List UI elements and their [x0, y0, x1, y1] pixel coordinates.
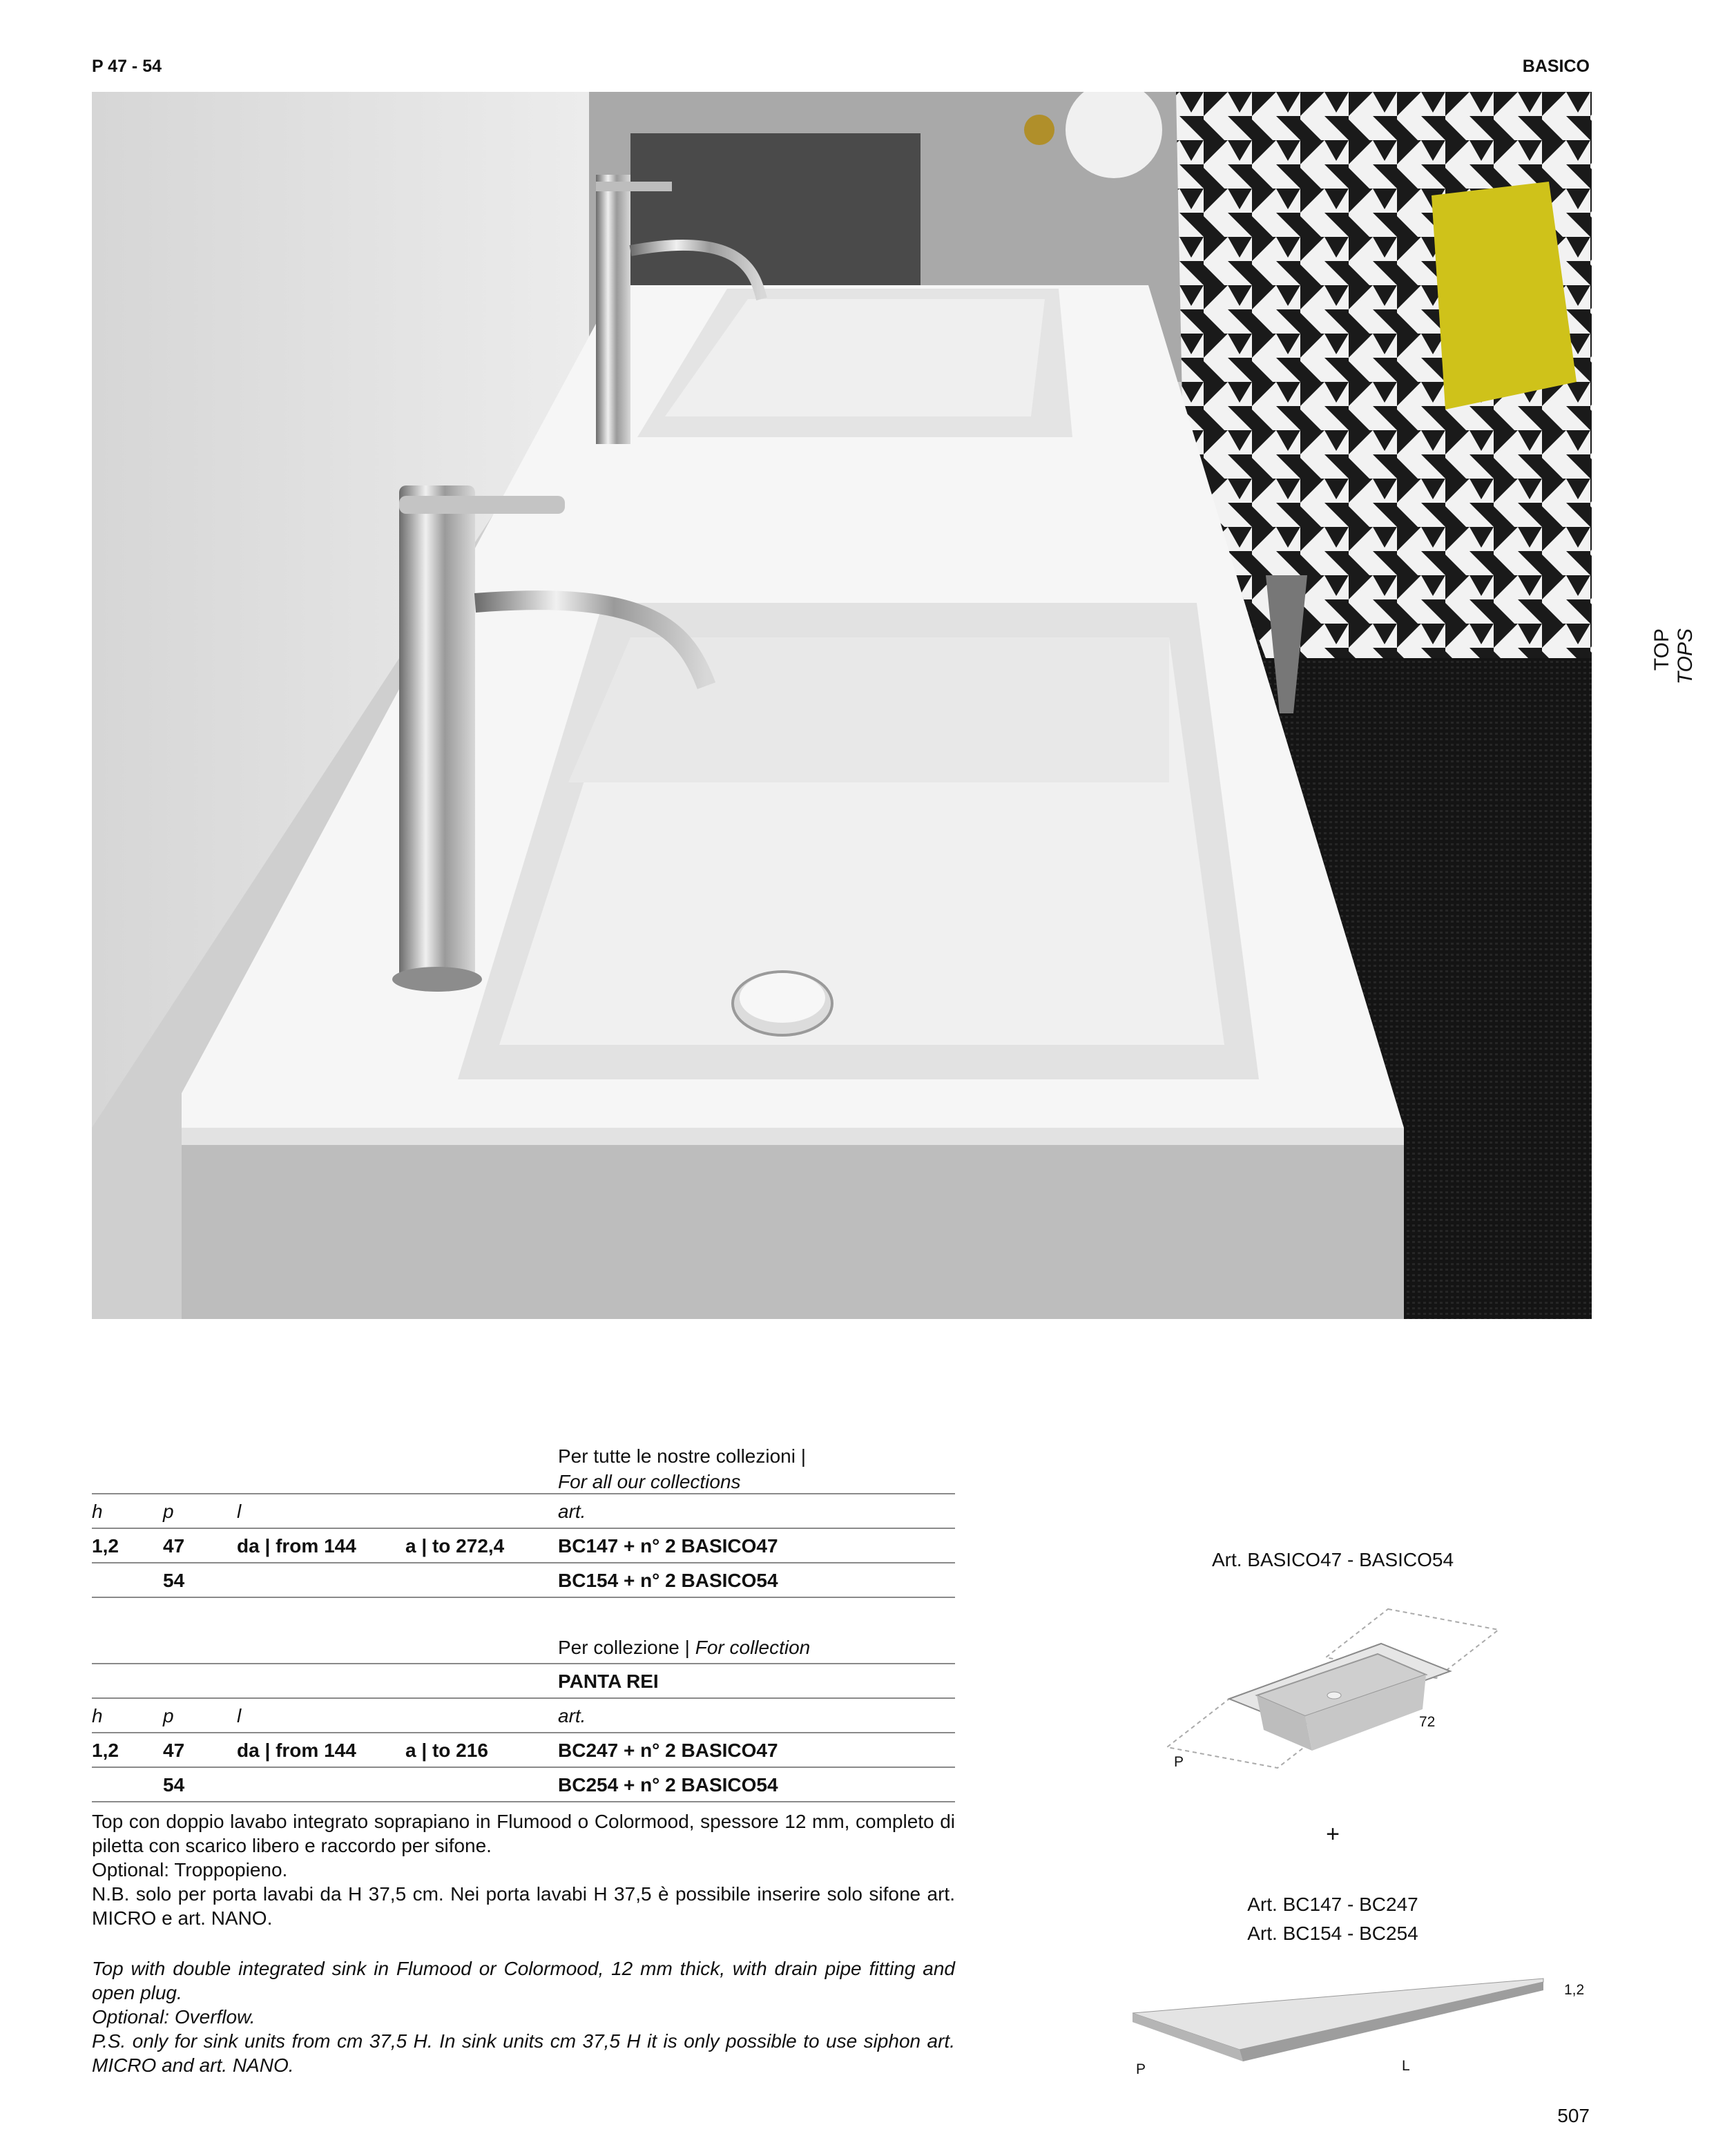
table2-heading [558, 1637, 810, 1659]
description-it [92, 1809, 955, 1930]
cell-p: 54 [163, 1570, 185, 1591]
desc-en-line2: Optional: Overflow. [92, 2006, 256, 2028]
sink-diagram [1153, 1588, 1512, 1789]
table2-heading-it: Per collezione | [558, 1637, 690, 1658]
top-dim-p: P [1136, 2061, 1146, 2077]
col-art: art. [558, 1501, 586, 1522]
cell-from: da | from 144 [237, 1535, 356, 1557]
cell-p: 47 [163, 1740, 185, 1761]
top-diagram-title-1: Art. BC147 - BC247 [1247, 1894, 1418, 1915]
table2-collection-row [92, 1664, 955, 1699]
cell-to: a | to 272,4 [405, 1535, 505, 1557]
section-tab [1650, 628, 1706, 711]
cell-h: 1,2 [92, 1535, 119, 1557]
collection-name: PANTA REI [558, 1671, 659, 1692]
desc-it-line1: Top con doppio lavabo integrato soprapiano in Flumood o Colormood, spessore 12 mm, completo di piletta con scarico libero e raccordo per sifone. [92, 1811, 955, 1856]
cell-p: 47 [163, 1535, 185, 1557]
table2-heading-en: For collection [695, 1637, 811, 1658]
col-h: h [92, 1705, 103, 1726]
table1 [92, 1493, 955, 1598]
desc-it-line3: N.B. solo per porta lavabi da H 37,5 cm. Nei porta lavabi H 37,5 è possibile inserire solo sifone art. MICRO e art. NANO. [92, 1883, 955, 1929]
table2-header-row [92, 1699, 955, 1733]
top-dim-h: 1,2 [1564, 1982, 1585, 1998]
top-dim-l: L [1402, 2058, 1410, 2074]
section-tab-it: TOP [1650, 628, 1673, 671]
page-number: 507 [1557, 2105, 1590, 2126]
table1-header-row [92, 1494, 955, 1529]
cell-to: a | to 216 [405, 1740, 488, 1761]
cell-h: 1,2 [92, 1740, 119, 1761]
table1-heading-en: For all our collections [558, 1471, 741, 1492]
top-diagram-title-2: Art. BC154 - BC254 [1247, 1923, 1418, 1944]
table1-heading [558, 1443, 806, 1494]
sink-dim-72: 72 [1419, 1714, 1436, 1730]
col-l: l [237, 1501, 242, 1522]
table-row [92, 1529, 955, 1563]
cell-p: 54 [163, 1774, 185, 1796]
desc-it-line2: Optional: Troppopieno. [92, 1859, 288, 1880]
table1-heading-it: Per tutte le nostre collezioni | [558, 1445, 807, 1467]
description-en [92, 1956, 955, 2077]
table-row [92, 1563, 955, 1598]
cell-art: BC154 + n° 2 BASICO54 [558, 1570, 778, 1591]
sink-diagram-title: Art. BASICO47 - BASICO54 [1211, 1549, 1454, 1570]
page-range: P 47 - 54 [92, 57, 162, 76]
table-row [92, 1733, 955, 1768]
cell-art: BC147 + n° 2 BASICO47 [558, 1535, 778, 1557]
col-p: p [163, 1705, 174, 1726]
table-row [92, 1768, 955, 1802]
plus-sign: + [1326, 1821, 1340, 1847]
desc-en-line1: Top with double integrated sink in Flumood or Colormood, 12 mm thick, with drain pipe fitting and open plug. [92, 1958, 955, 2003]
collection-title: BASICO [1522, 57, 1590, 76]
cell-art: BC247 + n° 2 BASICO47 [558, 1740, 778, 1761]
cell-art: BC254 + n° 2 BASICO54 [558, 1774, 778, 1796]
product-photo [92, 92, 1592, 1319]
col-p: p [163, 1501, 174, 1522]
top-diagram-title [1139, 1890, 1526, 1948]
table2 [92, 1663, 955, 1802]
sink-dim-p: P [1174, 1754, 1184, 1770]
desc-en-line3: P.S. only for sink units from cm 37,5 H. In sink units cm 37,5 H it is only possible to use siphon art. MICRO and art. NANO. [92, 2030, 955, 2076]
col-l: l [237, 1705, 242, 1726]
col-art: art. [558, 1705, 586, 1726]
cell-from: da | from 144 [237, 1740, 356, 1761]
section-tab-en: TOPS [1674, 628, 1697, 685]
col-h: h [92, 1501, 103, 1522]
top-diagram [1119, 1961, 1588, 2092]
